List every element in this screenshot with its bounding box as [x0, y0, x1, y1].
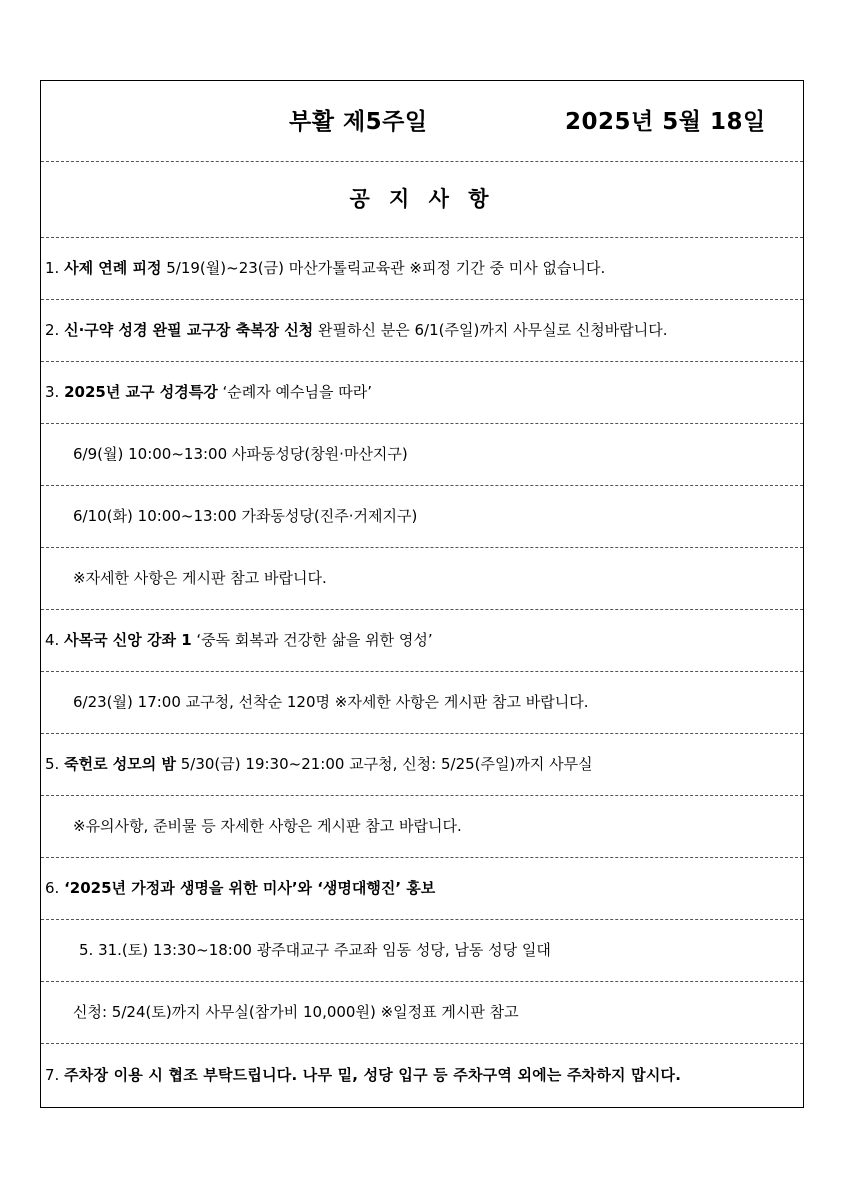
item-number: 2.	[45, 321, 65, 339]
notice-detail: 5. 31.(토) 13:30~18:00 광주대교구 주교좌 임동 성당, 남동 성당 일대	[79, 941, 551, 959]
item-heading: ‘2025년 가정과 생명을 위한 미사’와 ‘생명대행진’ 홍보	[64, 879, 436, 897]
notice-detail: 신청: 5/24(토)까지 사무실(참가비 10,000원) ※일정표 게시판 참고	[73, 1003, 519, 1021]
notice-item-2	[41, 299, 803, 361]
notice-item-7	[41, 1043, 803, 1107]
item-text: 완필하신 분은 6/1(주일)까지 사무실로 신청바랍니다.	[313, 321, 668, 339]
bulletin-date: 2025년 5월 18일	[565, 109, 766, 135]
notice-item-1	[41, 237, 803, 299]
item-heading: 사제 연례 피정	[64, 259, 162, 277]
item-heading: 신·구약 성경 완필 교구장 축복장 신청	[64, 321, 314, 339]
item-text: ‘중독 회복과 건강한 삶을 위한 영성’	[191, 631, 433, 649]
item-heading: 2025년 교구 성경특강	[64, 383, 218, 401]
notice-item-5	[41, 733, 803, 795]
notice-item-4	[41, 609, 803, 671]
notice-sheet	[40, 80, 804, 1108]
notice-detail: 6/23(월) 17:00 교구청, 선착순 120명 ※자세한 사항은 게시판 참고 바랍니다.	[73, 693, 589, 711]
notice-detail: 6/9(월) 10:00~13:00 사파동성당(창원·마산지구)	[73, 445, 408, 463]
item-text: 5/19(월)~23(금) 마산가톨릭교육관 ※피정 기간 중 미사 없습니다.	[161, 259, 606, 277]
item-number: 4.	[45, 631, 65, 649]
item-heading: 주차장 이용 시 협조 부탁드립니다. 나무 밑, 성당 입구 등 주차구역 외에는 주차하지 맙시다.	[64, 1066, 682, 1084]
item-heading: 사목국 신앙 강좌 1	[64, 631, 192, 649]
notice-detail: 6/10(화) 10:00~13:00 가좌동성당(진주·거제지구)	[73, 507, 418, 525]
item-number: 7.	[45, 1066, 65, 1084]
notice-item-3	[41, 361, 803, 423]
item-number: 3.	[45, 383, 65, 401]
page-title: 공 지 사 항	[349, 187, 495, 211]
header-row	[41, 81, 803, 161]
liturgical-week: 부활 제5주일	[289, 109, 428, 135]
item-heading: 죽헌로 성모의 밤	[64, 755, 176, 773]
item-number: 5.	[45, 755, 65, 773]
item-text: ‘순례자 예수님을 따라’	[217, 383, 372, 401]
item-number: 6.	[45, 879, 65, 897]
item-text: 5/30(금) 19:30~21:00 교구청, 신청: 5/25(주일)까지 사무실	[175, 755, 593, 773]
notice-detail: ※자세한 사항은 게시판 참고 바랍니다.	[73, 569, 327, 587]
notice-item-6	[41, 857, 803, 919]
item-number: 1.	[45, 259, 65, 277]
notice-detail: ※유의사항, 준비물 등 자세한 사항은 게시판 참고 바랍니다.	[73, 817, 462, 835]
